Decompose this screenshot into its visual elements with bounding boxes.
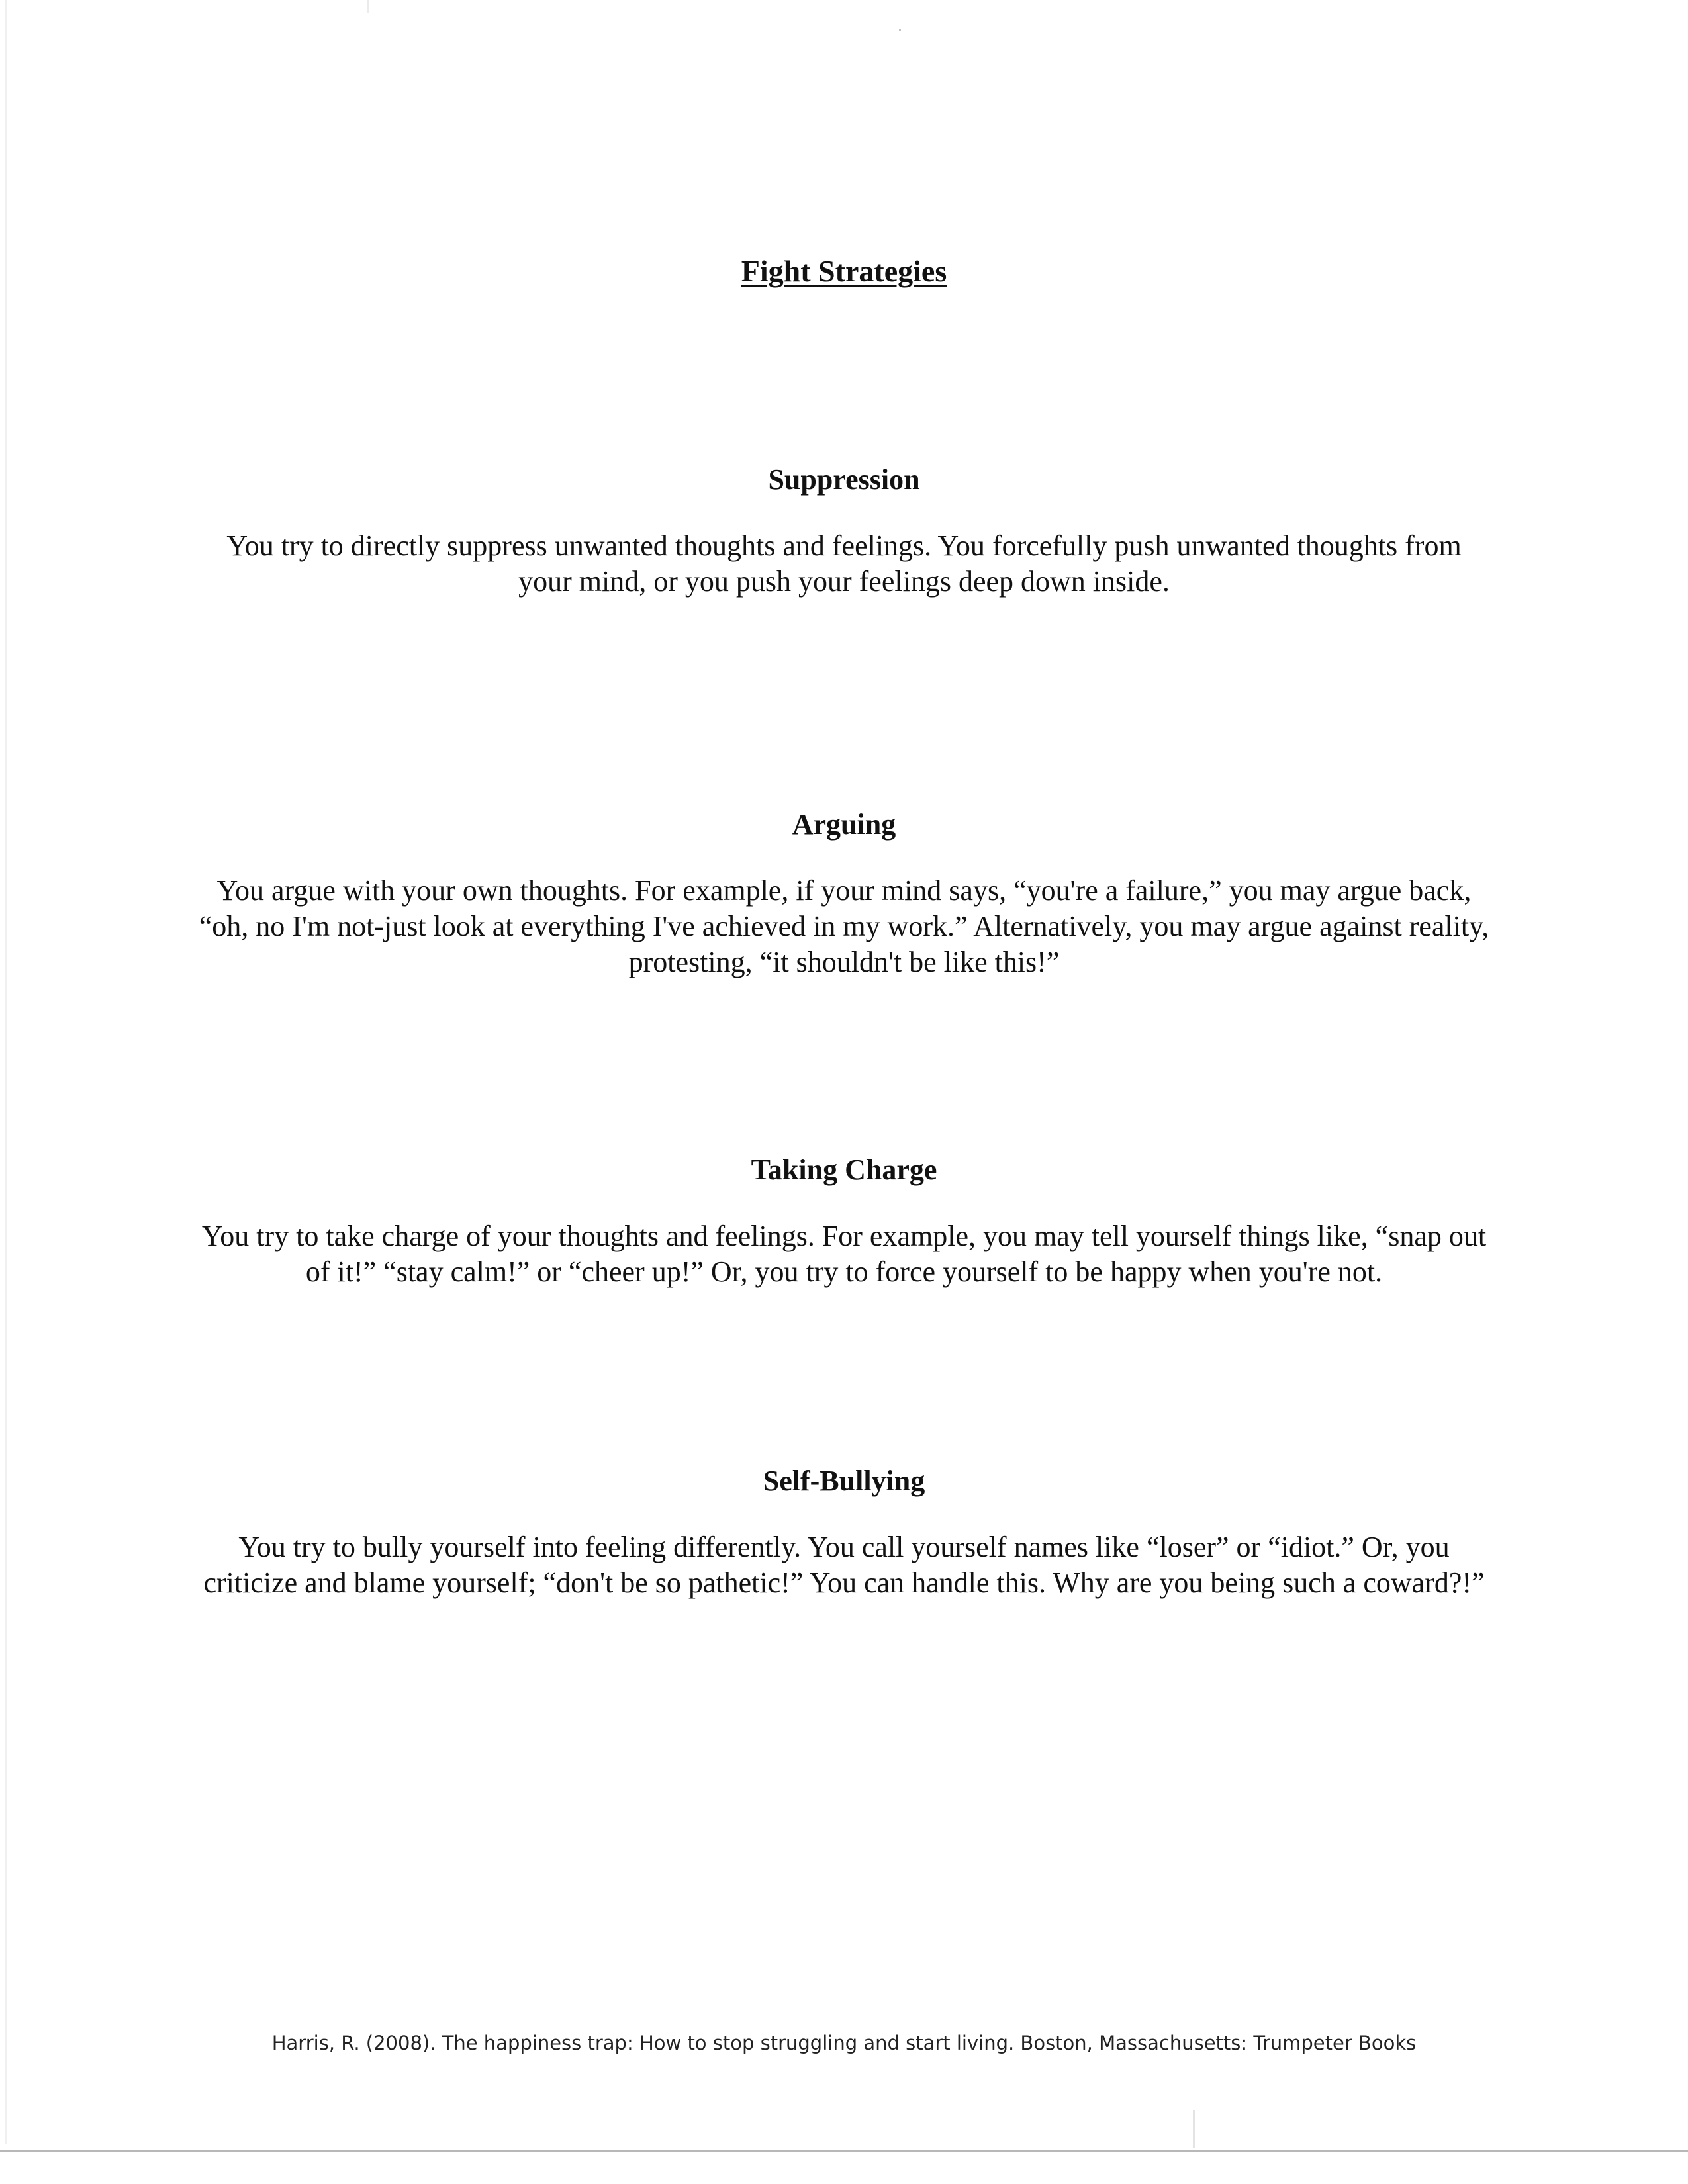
section-heading: Suppression: [768, 463, 920, 496]
section-body: You try to directly suppress unwanted thoughts and feelings. You forcefully push unwanted thoughts from your mind, or you push your feelings deep down inside.: [226, 529, 1462, 598]
scan-speck: [899, 29, 901, 31]
section-body: You try to bully yourself into feeling differently. You call yourself names like “loser” or “idiot.” Or, you criticize and blame yourself; “don't be so pathetic!” You can handle this. Why are you being such a coward?!”: [203, 1531, 1485, 1599]
section-self-bullying: [199, 1463, 1489, 1601]
scan-bottom-tick: [1193, 2110, 1195, 2148]
section-suppression: [199, 462, 1489, 600]
section-body: You argue with your own thoughts. For example, if your mind says, “you're a failure,” you may argue back, “oh, no I'm not-just look at everything I've achieved in my work.” Alternatively, you may argue against reality, protesting, “it shouldn't be like this!”: [199, 874, 1489, 978]
scan-bottom-rule: [0, 2150, 1688, 2152]
section-heading: Taking Charge: [751, 1154, 937, 1186]
section-taking-charge: [199, 1152, 1489, 1290]
section-heading: Arguing: [792, 808, 896, 841]
section-arguing: [199, 807, 1489, 980]
citation-footer: Harris, R. (2008). The happiness trap: How to stop struggling and start living. Boston, Massachusetts: Trumpeter Books: [271, 2032, 1417, 2054]
section-body: You try to take charge of your thoughts and feelings. For example, you may tell yourself things like, “snap out of it!” “stay calm!” or “cheer up!” Or, you try to force yourself to be happy when you're not.: [201, 1220, 1487, 1288]
section-heading: Self-Bullying: [763, 1465, 925, 1497]
page-title: Fight Strategies: [741, 254, 947, 288]
scan-top-mark: [367, 0, 369, 13]
scan-edge-line: [5, 0, 7, 2144]
